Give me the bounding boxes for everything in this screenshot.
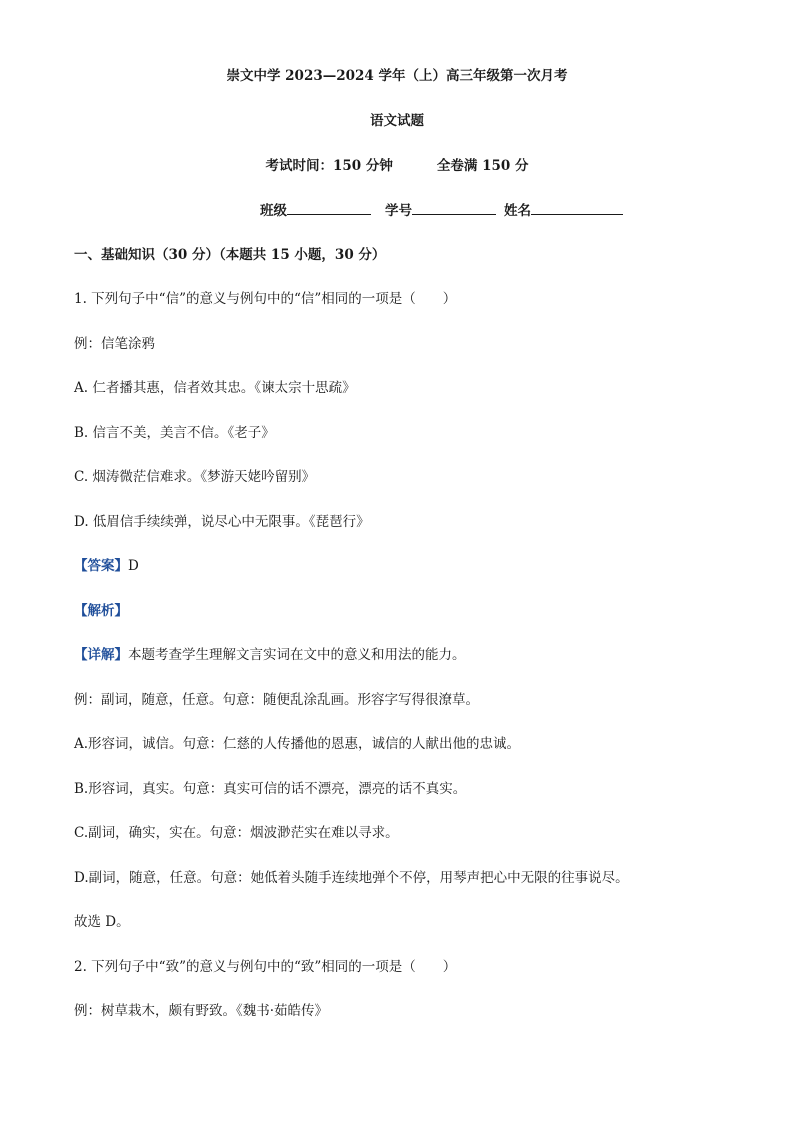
explanation-a: A.形容词，诚信。句意：仁慈的人传播他的恩惠，诚信的人献出他的忠诚。 bbox=[74, 736, 521, 752]
question-1-stem: 1. 下列句子中“信”的意义与例句中的“信”相同的一项是（ ） bbox=[74, 291, 457, 307]
analysis-tag: 【解析】 bbox=[74, 603, 128, 619]
name-label: 姓名 bbox=[504, 203, 531, 219]
explanation-c: C.副词，确实，实在。句意：烟波渺茫实在难以寻求。 bbox=[74, 825, 399, 841]
answer-value: D bbox=[128, 558, 139, 574]
question-2-example: 例：树草栽木，颇有野致。《魏书·茹皓传》 bbox=[74, 1003, 329, 1019]
class-label: 班级 bbox=[260, 203, 287, 219]
exam-time-and-score bbox=[0, 157, 794, 175]
answer-tag: 【答案】 bbox=[74, 558, 128, 574]
exam-time: 考试时间：150 分钟 bbox=[265, 158, 393, 174]
question-1-example: 例：信笔涂鸦 bbox=[74, 336, 155, 352]
detail-text: 本题考查学生理解文言实词在文中的意义和用法的能力。 bbox=[128, 647, 466, 663]
number-blank[interactable] bbox=[412, 201, 496, 215]
question-2-stem: 2. 下列句子中“致”的意义与例句中的“致”相同的一项是（ ） bbox=[74, 959, 457, 975]
explanation-d: D.副词，随意，任意。句意：她低着头随手连续地弹个不停，用琴声把心中无限的往事说尽。 bbox=[74, 870, 629, 886]
class-blank[interactable] bbox=[287, 201, 371, 215]
question-1-option-b: B. 信言不美，美言不信。《老子》 bbox=[74, 425, 275, 441]
name-blank[interactable] bbox=[531, 201, 623, 215]
detail-tag: 【详解】 bbox=[74, 647, 128, 663]
explanation-b: B.形容词，真实。句意：真实可信的话不漂亮，漂亮的话不真实。 bbox=[74, 781, 467, 797]
section-heading: 一、基础知识（30 分）（本题共 15 小题，30 分） bbox=[74, 247, 386, 263]
question-1-option-d: D. 低眉信手续续弹，说尽心中无限事。《琵琶行》 bbox=[74, 514, 370, 530]
question-1-option-a: A. 仁者播其惠，信者效其忠。《谏太宗十思疏》 bbox=[74, 380, 356, 396]
number-label: 学号 bbox=[385, 203, 412, 219]
full-score: 全卷满 150 分 bbox=[436, 158, 529, 174]
question-1-answer bbox=[74, 557, 139, 575]
student-info-row bbox=[260, 201, 623, 220]
question-1-option-c: C. 烟涛微茫信难求。《梦游天姥吟留别》 bbox=[74, 469, 316, 485]
subject-title: 语文试题 bbox=[370, 113, 424, 129]
explanation-example: 例：副词，随意，任意。句意：随便乱涂乱画。形容字写得很潦草。 bbox=[74, 692, 479, 708]
question-1-conclusion: 故选 D。 bbox=[74, 914, 130, 930]
exam-title: 崇文中学 2023—2024 学年（上）高三年级第一次月考 bbox=[226, 68, 568, 84]
question-1-analysis bbox=[74, 602, 128, 620]
question-1-detail bbox=[74, 646, 466, 664]
